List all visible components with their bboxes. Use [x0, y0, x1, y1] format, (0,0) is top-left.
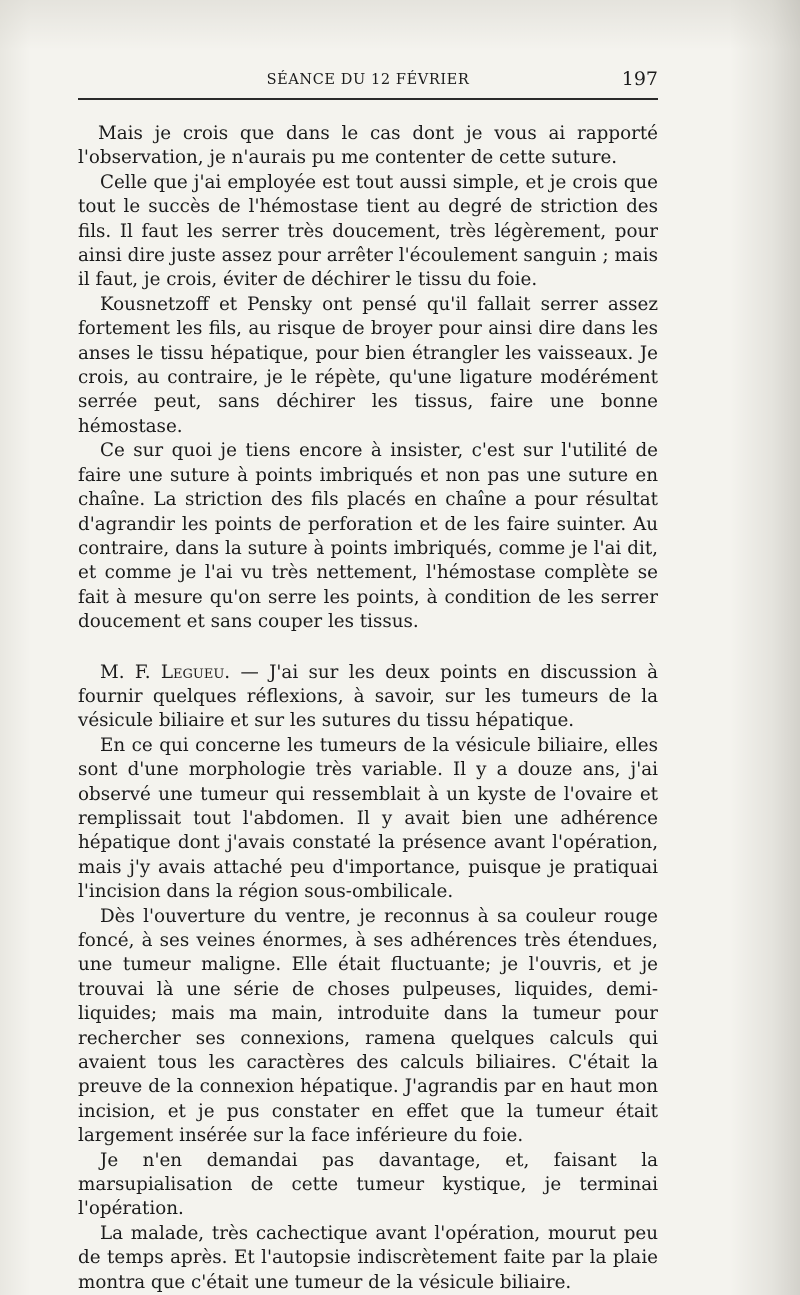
speaker-paragraph	[78, 661, 658, 734]
header-rule	[78, 98, 658, 100]
speaker-initials: M. F.	[100, 661, 151, 683]
header-title: SÉANCE DU 12 FÉVRIER	[266, 72, 470, 88]
paragraph: En ce qui concerne les tumeurs de la vésicule biliaire, elles sont d'une morphologie très variable. Il y a douze ans, j'ai observé une tumeur qui ressemblait à un kyste de l'ovaire et remplissait tout l'abdomen. Il y avait bien une adhérence hépatique dont j'avais constaté la présence avant l'opération, mais j'y avais attaché peu d'importance, puisque je pratiquai l'incision dans la région sous-ombilicale.	[78, 734, 658, 903]
paragraph: Kousnetzoff et Pensky ont pensé qu'il fallait serrer assez fortement les fils, au risque de broyer pour ainsi dire dans les anses le tissu hépatique, pour bien étrangler les vaisseaux. Je crois, au contraire, je le répète, qu'une ligature modérément serrée peut, sans déchirer les tissus, faire une bonne hémostase.	[78, 293, 658, 437]
paragraph: Ce sur quoi je tiens encore à insister, c'est sur l'utilité de faire une suture à points imbriqués et non pas une suture en chaîne. La striction des fils placés en chaîne a pour résultat d'agrandir les points de perforation et de les faire suinter. Au contraire, dans la suture à points imbriqués, comme je l'ai dit, et comme je l'ai vu très nettement, l'hémostase complète se fait à mesure qu'on serre les points, à condition de les serrer doucement et sans couper les tissus.	[78, 440, 658, 633]
page-body	[78, 122, 658, 1295]
paragraph: Celle que j'ai employée est tout aussi simple, et je crois que tout le succès de l'hémostase tient au degré de striction des fils. Il faut les serrer très doucement, très légèrement, pour ainsi dire juste assez pour arrêter l'écoulement sanguin ; mais il faut, je crois, éviter de déchirer le tissu du foie.	[78, 171, 658, 291]
speaker-name: Legueu	[160, 661, 225, 683]
page-shadow-left	[0, 0, 30, 1295]
paragraph: Je n'en demandai pas davantage, et, faisant la marsupialisation de cette tumeur kystique, je terminai l'opération.	[78, 1149, 658, 1220]
page-number: 197	[621, 68, 658, 90]
running-header	[78, 68, 658, 94]
paragraph: Dès l'ouverture du ventre, je reconnus à sa couleur rouge foncé, à ses veines énormes, à ses adhérences très étendues, une tumeur maligne. Elle était fluctuante; je l'ouvris, et je trouvai là une série de choses pulpeuses, liquides, demi-liquides; mais ma main, introduite dans la tumeur pour rechercher ses connexions, ramena quelques calculs qui avaient tous les caractères des calculs biliaires. C'était la preuve de la connexion hépatique. J'agrandis par en haut mon incision, et je pus constater en effet que la tumeur était largement insérée sur la face inférieure du foie.	[78, 905, 658, 1147]
page-shadow-top	[0, 0, 800, 50]
speaker-intro: . — J'ai sur les deux points en discussion à fournir quelques réflexions, à savoir, sur les tumeurs de la vésicule biliaire et sur les sutures du tissu hépatique.	[78, 661, 658, 732]
paragraph: La malade, très cachectique avant l'opération, mourut peu de temps après. Et l'autopsie indiscrètement faite par la plaie montra que c'était une tumeur de la vésicule biliaire.	[78, 1222, 658, 1293]
section-gap	[78, 635, 658, 661]
page-shadow-right	[730, 0, 800, 1295]
paragraph: Mais je crois que dans le cas dont je vous ai rapporté l'observation, je n'aurais pu me contenter de cette suture.	[78, 123, 658, 169]
